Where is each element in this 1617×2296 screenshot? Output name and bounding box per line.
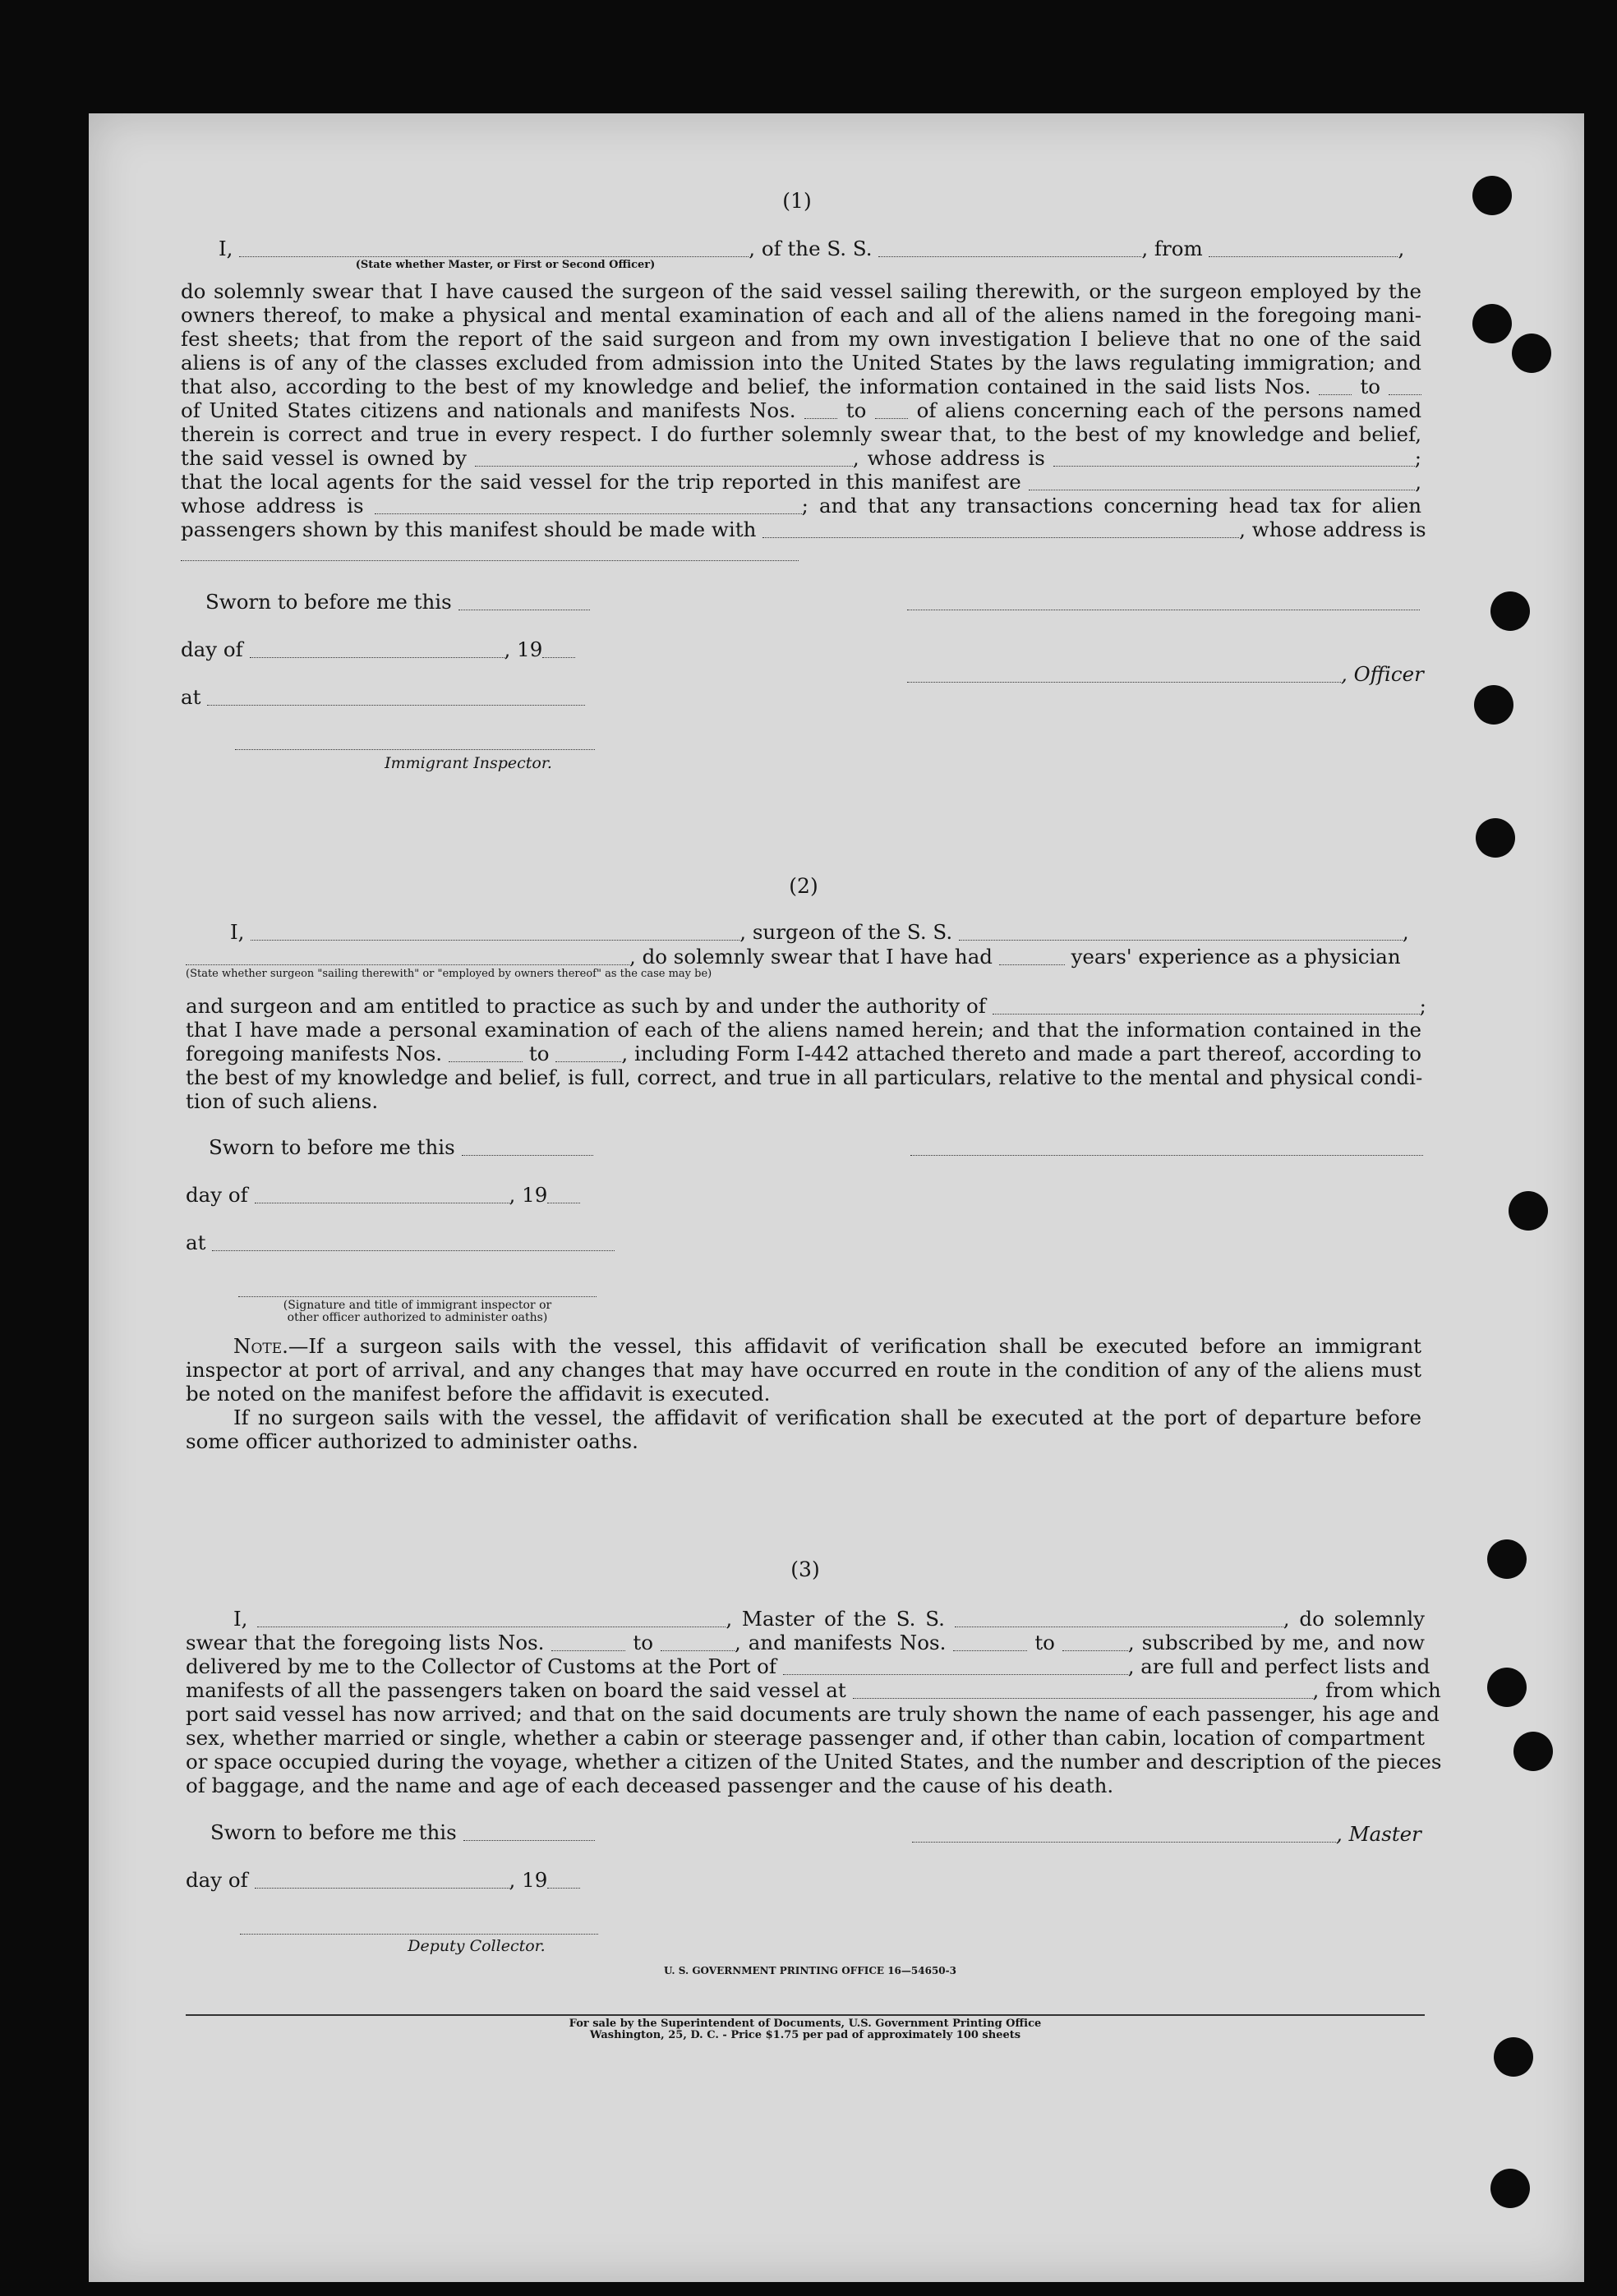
manifests-from-field[interactable] bbox=[953, 1632, 1027, 1651]
authority-line: and surgeon and am entitled to practice as such by and under the authority of ; bbox=[186, 994, 1426, 1018]
whose-address-line: whose address is ; and that any transactions concerning head tax for alien bbox=[181, 494, 1422, 518]
from-port-field[interactable] bbox=[1209, 238, 1398, 257]
printing-office-label: U. S. GOVERNMENT PRINTING OFFICE 16—54650-3 bbox=[664, 1965, 956, 1976]
oath-line: do solemnly swear that I have caused the surgeon of the said vessel sailing therewith, or the surgeon employed by the bbox=[181, 279, 1421, 303]
punch-hole bbox=[1487, 1668, 1527, 1707]
master-oath-line: sex, whether married or single, whether a cabin or steerage passenger and, if other than cabin, location of compartment bbox=[186, 1726, 1425, 1750]
day-of-line: day of , 19 bbox=[181, 637, 575, 662]
ship-name-field[interactable] bbox=[878, 238, 1141, 257]
inspector-label: Immigrant Inspector. bbox=[385, 754, 552, 772]
year-field[interactable] bbox=[547, 1870, 580, 1889]
punch-hole bbox=[1472, 304, 1512, 343]
place-field[interactable] bbox=[212, 1232, 615, 1251]
oath-line: therein is correct and true in every respect. I do further solemnly swear that, to the best of my knowledge and belief, bbox=[181, 422, 1421, 446]
master-signature-field[interactable] bbox=[912, 1824, 1336, 1843]
master-oath-line: port said vessel has now arrived; and that on the said documents are truly shown the name of each passenger, his age and bbox=[186, 1702, 1440, 1726]
manifests-line: manifests of all the passengers taken on board the said vessel at , from which bbox=[186, 1678, 1441, 1702]
surgeon-signature-field[interactable] bbox=[910, 1153, 1423, 1156]
surgeon-manifest-from-field[interactable] bbox=[449, 1043, 523, 1062]
month-field[interactable] bbox=[255, 1870, 509, 1889]
signature-caption: other officer authorized to administer oaths) bbox=[287, 1311, 548, 1324]
owner-line: the said vessel is owned by , whose address is ; bbox=[181, 446, 1421, 470]
deputy-signature-field[interactable] bbox=[240, 1932, 598, 1935]
note-line: inspector at port of arrival, and any changes that may have occurred en route in the condition of any of the aliens must bbox=[186, 1358, 1421, 1382]
day-of-line: day of , 19 bbox=[186, 1868, 580, 1893]
agent-address-field[interactable] bbox=[375, 495, 802, 514]
form-line: foregoing manifests Nos. to , including Form I-442 attached thereto and made a part thereof, according to bbox=[186, 1042, 1421, 1065]
surgeon-name-field[interactable] bbox=[251, 922, 739, 941]
footer-rule bbox=[186, 2014, 1425, 2016]
experience-line: , do solemnly swear that I have had years' experience as a physician bbox=[186, 945, 1401, 969]
officer-signature-field[interactable] bbox=[907, 608, 1420, 610]
master-oath-line: or space occupied during the voyage, whether a citizen of the United States, and the number and description of the pieces bbox=[186, 1750, 1442, 1774]
delivered-line: delivered by me to the Collector of Customs at the Port of , are full and perfect lists and bbox=[186, 1654, 1430, 1678]
month-field[interactable] bbox=[250, 639, 504, 658]
surgeon-manifest-to-field[interactable] bbox=[555, 1043, 621, 1062]
local-agents-field[interactable] bbox=[1029, 472, 1415, 490]
manifest-no-to-field[interactable] bbox=[875, 400, 908, 419]
sworn-line: Sworn to before me this bbox=[209, 1135, 593, 1160]
oath-line: owners thereof, to make a physical and mental examination of each and all of the aliens named in the foregoing mani- bbox=[181, 303, 1421, 327]
officer-line: , Officer bbox=[907, 662, 1424, 687]
year-field[interactable] bbox=[542, 639, 575, 658]
departure-port-field[interactable] bbox=[853, 1680, 1313, 1699]
officer-title-field[interactable] bbox=[907, 664, 1341, 683]
punch-hole bbox=[1487, 1539, 1527, 1579]
lists-nos-line: that also, according to the best of my knowledge and belief, the information contained in the said lists Nos. to bbox=[181, 375, 1421, 399]
punch-hole bbox=[1513, 1732, 1553, 1771]
sworn-day-field[interactable] bbox=[458, 591, 590, 610]
surgeon-type-field[interactable] bbox=[186, 946, 629, 965]
deputy-label: Deputy Collector. bbox=[408, 1937, 546, 1955]
surgeon-oath-line: the best of my knowledge and belief, is full, correct, and true in all particulars, relative to the mental and physical condi- bbox=[186, 1065, 1423, 1089]
master-line: , Master bbox=[912, 1822, 1421, 1847]
section-1-opening: I, , of the S. S. , from , bbox=[219, 237, 1405, 260]
note-line: If no surgeon sails with the vessel, the affidavit of verification shall be executed at the port of departure before bbox=[233, 1406, 1421, 1429]
day-of-line: day of , 19 bbox=[186, 1183, 580, 1208]
surgeon-oath-line: tion of such aliens. bbox=[186, 1089, 379, 1113]
list-no-from-field[interactable] bbox=[1319, 376, 1352, 395]
sale-notice: For sale by the Superintendent of Documents, U.S. Government Printing Office bbox=[569, 2018, 1042, 2030]
years-experience-field[interactable] bbox=[999, 946, 1065, 965]
sworn-day-field[interactable] bbox=[463, 1822, 595, 1841]
manifest-no-from-field[interactable] bbox=[804, 400, 837, 419]
place-field[interactable] bbox=[207, 687, 585, 706]
year-field[interactable] bbox=[547, 1185, 580, 1203]
signature-caption: (Signature and title of immigrant inspector or bbox=[283, 1299, 552, 1312]
punch-hole bbox=[1472, 176, 1512, 215]
officer-caption: (State whether Master, or First or Second Officer) bbox=[355, 259, 656, 271]
note-label: Note. bbox=[233, 1334, 288, 1358]
officer-name-field[interactable] bbox=[239, 238, 749, 257]
punch-hole bbox=[1490, 2169, 1530, 2208]
sworn-line: Sworn to before me this bbox=[210, 1820, 595, 1845]
agents-line: that the local agents for the said vessel for the trip reported in this manifest are , bbox=[181, 470, 1421, 494]
section-3-number: (3) bbox=[790, 1558, 820, 1581]
list-no-to-field[interactable] bbox=[1389, 376, 1421, 395]
lists-from-field[interactable] bbox=[551, 1632, 625, 1651]
head-tax-line: passengers shown by this manifest should be made with , whose address is bbox=[181, 518, 1426, 541]
swear-lists-line: swear that the foregoing lists Nos. to , and manifests Nos. to , subscribed by me, and now bbox=[186, 1631, 1425, 1654]
note-line: be noted on the manifest before the affidavit is executed. bbox=[186, 1382, 771, 1406]
section-1-number: (1) bbox=[782, 189, 812, 213]
sworn-line: Sworn to before me this bbox=[205, 590, 590, 614]
month-field[interactable] bbox=[255, 1185, 509, 1203]
master-name-field[interactable] bbox=[257, 1608, 726, 1627]
at-line: at bbox=[186, 1231, 615, 1255]
surgeon-ship-field[interactable] bbox=[959, 922, 1403, 941]
punch-hole bbox=[1512, 334, 1551, 373]
head-tax-address-field[interactable] bbox=[181, 559, 799, 561]
surgeon-caption: (State whether surgeon "sailing therewith" or "employed by owners thereof" as the case may be) bbox=[186, 968, 712, 980]
master-ship-field[interactable] bbox=[955, 1608, 1283, 1627]
punch-hole bbox=[1490, 591, 1530, 631]
at-line: at bbox=[181, 685, 585, 710]
section-2-number: (2) bbox=[789, 874, 818, 898]
sale-notice: Washington, 25, D. C. - Price $1.75 per pad of approximately 100 sheets bbox=[589, 2029, 1021, 2041]
punch-hole bbox=[1476, 818, 1515, 858]
owner-address-field[interactable] bbox=[1053, 448, 1415, 467]
section-3-opening: I, , Master of the S. S. , do solemnly bbox=[233, 1607, 1425, 1631]
head-tax-field[interactable] bbox=[762, 519, 1239, 538]
oath-line: fest sheets; that from the report of the said surgeon and from my own investigation I believe that no one of the said bbox=[181, 327, 1421, 351]
sworn-day-field[interactable] bbox=[462, 1137, 593, 1156]
lists-to-field[interactable] bbox=[661, 1632, 735, 1651]
port-field[interactable] bbox=[783, 1656, 1128, 1675]
inspector-signature-field[interactable] bbox=[238, 1295, 597, 1297]
master-oath-line: of baggage, and the name and age of each deceased passenger and the cause of his death. bbox=[186, 1774, 1114, 1797]
authority-field[interactable] bbox=[993, 996, 1420, 1015]
oath-line: aliens is of any of the classes excluded from admission into the United States by the laws regulating immigration; and bbox=[181, 351, 1421, 375]
note-line: some officer authorized to administer oaths. bbox=[186, 1429, 638, 1453]
manifests-to-field[interactable] bbox=[1062, 1632, 1128, 1651]
surgeon-oath-line: that I have made a personal examination of each of the aliens named herein; and that the information contained in the bbox=[186, 1018, 1421, 1042]
inspector-signature-field[interactable] bbox=[235, 748, 595, 750]
section-2-opening: I, , surgeon of the S. S. , bbox=[230, 920, 1409, 944]
owner-field[interactable] bbox=[475, 448, 853, 467]
punch-hole bbox=[1509, 1191, 1548, 1231]
note-line: Note.—If a surgeon sails with the vessel, this affidavit of verification shall be executed before an immigrant bbox=[233, 1334, 1421, 1358]
manifests-nos-line: of United States citizens and nationals and manifests Nos. to of aliens concerning each of the persons named bbox=[181, 398, 1422, 422]
punch-hole bbox=[1494, 2037, 1533, 2077]
punch-hole bbox=[1474, 685, 1513, 725]
